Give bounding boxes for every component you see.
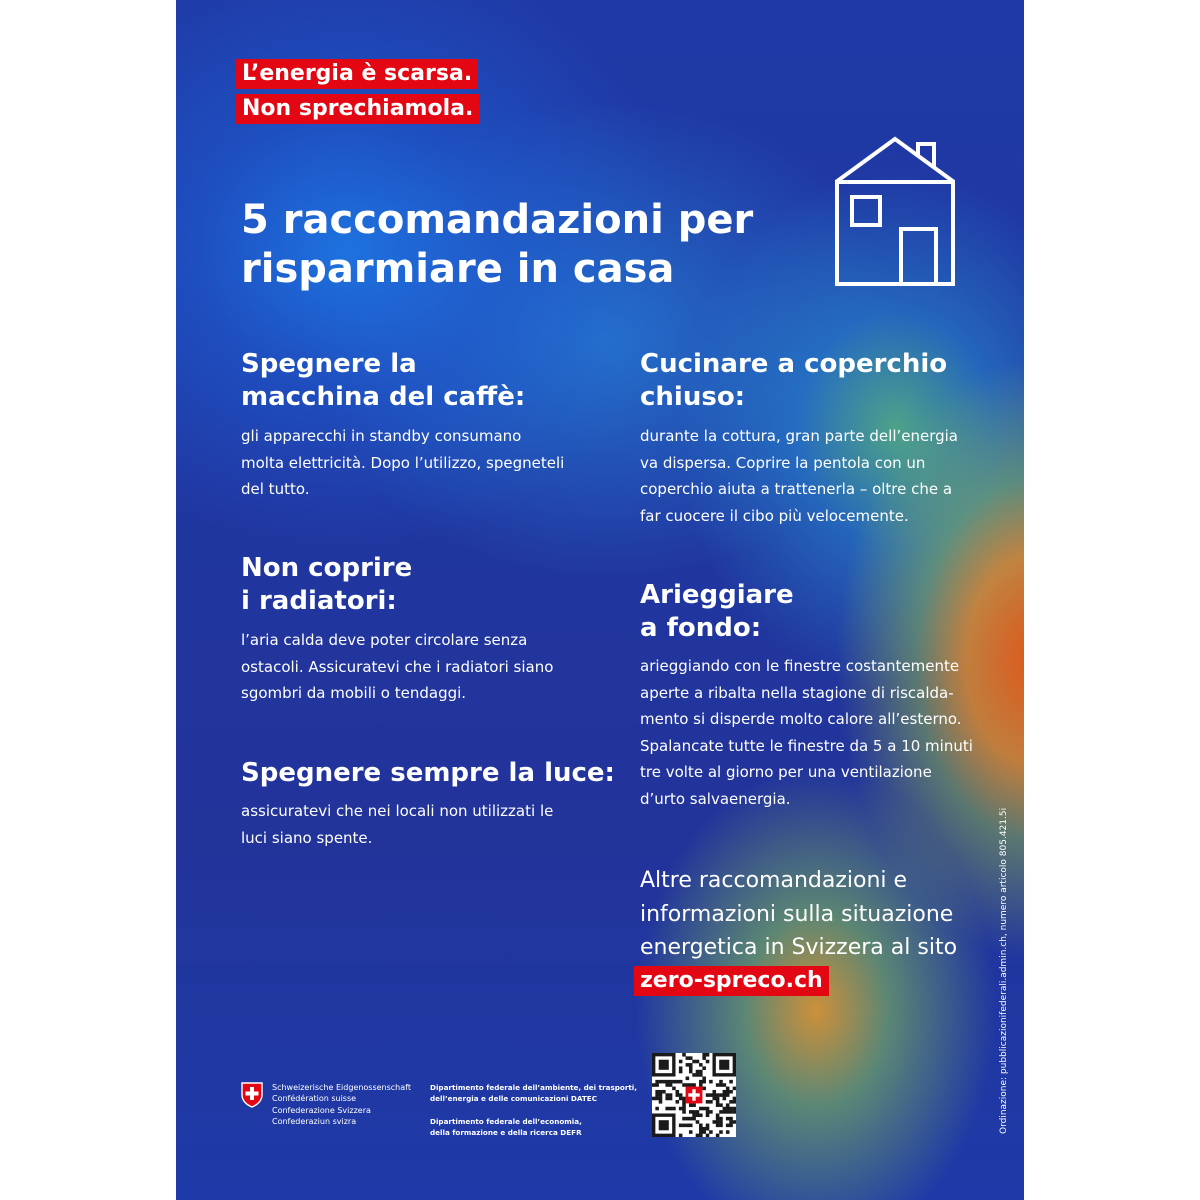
tip-light-heading: Spegnere sempre la luce: [241, 758, 615, 788]
poster [176, 0, 1024, 1200]
tip-lid-text: durante la cottura, gran parte dell’energia va dispersa. Coprire la pentola con un coperchio aiuta a trattenerla – oltre che a far cuocere il cibo più velocemente. [640, 427, 959, 525]
tagline-dont-waste: Non sprechiamola. [236, 94, 479, 124]
tip-radiators-text: l’aria calda deve poter circolare senza ostacoli. Assicuratevi che i radiatori siano sgombri da mobili o tendaggi. [241, 631, 554, 702]
confederation-names: Schweizerische Eidgenossenschaft Confédération suisse Confederazione Svizzera Confederaziun svizra [272, 1083, 411, 1126]
department-datec: Dipartimento federale dell’ambiente, dei trasporti, dell’energia e delle comunicazioni DATEC [430, 1083, 637, 1103]
tip-radiators-heading: Non coprire i radiatori: [241, 553, 413, 616]
tip-lid-heading: Cucinare a coperchio chiuso: [640, 349, 948, 412]
house-icon [832, 134, 958, 288]
tip-ventilate-heading: Arieggiare a fondo: [640, 580, 794, 643]
qr-code-icon[interactable] [652, 1053, 736, 1137]
tagline-energy-scarce: L’energia è scarsa. [236, 59, 478, 89]
tip-light-text: assicuratevi che nei locali non utilizzati le luci siano spente. [241, 802, 554, 847]
tip-coffee-text: gli apparecchi in standby consumano molta elettricità. Dopo l’utilizzo, spegneteli del tutto. [241, 427, 565, 498]
page-title [241, 196, 801, 294]
order-note: Ordinazione: pubblicazionifederali.admin.ch, numero articolo 805.421.5i [999, 807, 1009, 1134]
more-info-text: Altre raccomandazioni e informazioni sulla situazione energetica in Svizzera al sito [640, 868, 958, 960]
swiss-cross-icon [241, 1082, 263, 1108]
zero-spreco-link[interactable]: zero-spreco.ch [634, 966, 829, 996]
department-defr: Dipartimento federale dell’economia, della formazione e della ricerca DEFR [430, 1117, 582, 1137]
title-line-1: 5 raccomandazioni per [241, 197, 754, 243]
title-line-2: risparmiare in casa [241, 246, 675, 292]
tip-coffee-heading: Spegnere la macchina del caffè: [241, 349, 526, 412]
tip-ventilate-text: arieggiando con le finestre costantemente aperte a ribalta nella stagione di riscalda- mento si disperde molto calore all’esterno. Spalancate tutte le finestre da 5 a 10 minuti tre volte al giorno per una ventilazione d’urto salvaenergia. [640, 657, 973, 808]
